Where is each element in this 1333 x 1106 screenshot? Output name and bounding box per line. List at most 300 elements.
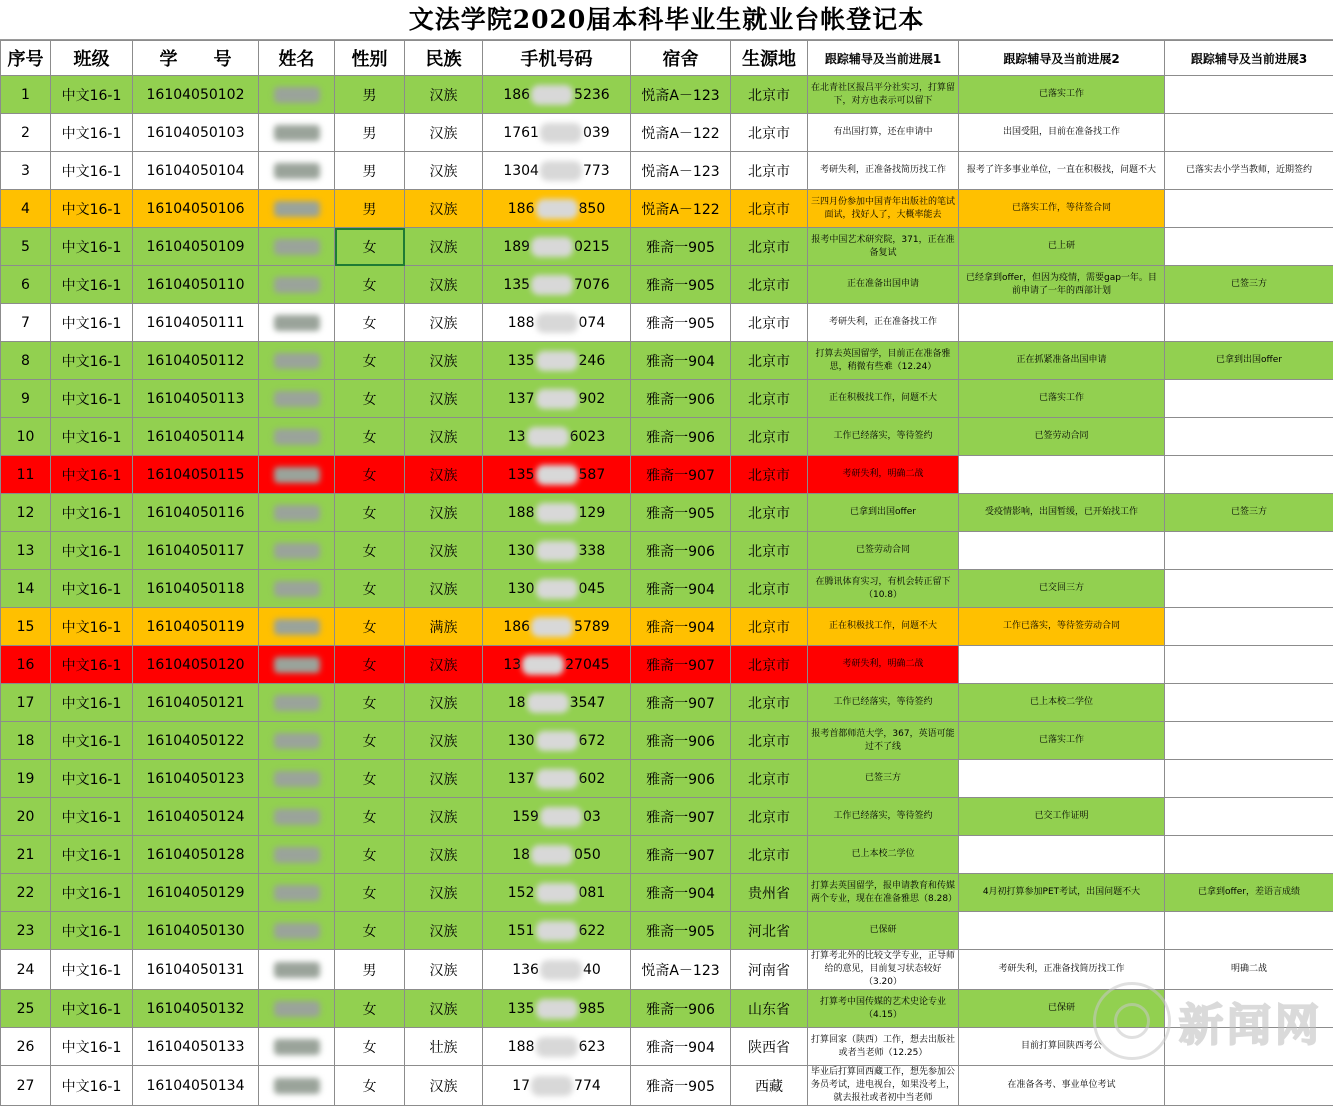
cell-student-id[interactable]: 16104050113 bbox=[133, 380, 259, 418]
cell-dorm[interactable]: 雅斋一904 bbox=[631, 570, 731, 608]
cell-progress-1[interactable]: 正在积极找工作，问题不大 bbox=[808, 380, 959, 418]
cell-progress-3[interactable] bbox=[1165, 228, 1333, 266]
cell-name-redacted[interactable] bbox=[259, 190, 335, 228]
header-index[interactable]: 序号 bbox=[1, 41, 51, 76]
cell-ethnicity[interactable]: 汉族 bbox=[405, 76, 483, 114]
cell-ethnicity[interactable]: 汉族 bbox=[405, 836, 483, 874]
cell-origin[interactable]: 北京市 bbox=[731, 836, 808, 874]
cell-student-id[interactable]: 16104050132 bbox=[133, 990, 259, 1028]
cell-origin[interactable]: 北京市 bbox=[731, 76, 808, 114]
cell-progress-3[interactable] bbox=[1165, 760, 1333, 798]
cell-progress-2[interactable]: 受疫情影响，出国暂缓，已开始找工作 bbox=[959, 494, 1165, 532]
cell-student-id[interactable]: 16104050120 bbox=[133, 646, 259, 684]
cell-index[interactable]: 21 bbox=[1, 836, 51, 874]
cell-gender[interactable]: 女 bbox=[335, 760, 405, 798]
cell-origin[interactable]: 北京市 bbox=[731, 228, 808, 266]
cell-origin[interactable]: 北京市 bbox=[731, 266, 808, 304]
cell-origin[interactable]: 北京市 bbox=[731, 380, 808, 418]
cell-student-id[interactable]: 16104050117 bbox=[133, 532, 259, 570]
cell-progress-1[interactable]: 考研失利，明确二战 bbox=[808, 456, 959, 494]
cell-name-redacted[interactable] bbox=[259, 380, 335, 418]
header-origin[interactable]: 生源地 bbox=[731, 41, 808, 76]
cell-progress-3[interactable] bbox=[1165, 532, 1333, 570]
cell-progress-2[interactable]: 正在抓紧准备出国申请 bbox=[959, 342, 1165, 380]
cell-dorm[interactable]: 雅斋一906 bbox=[631, 418, 731, 456]
cell-ethnicity[interactable]: 汉族 bbox=[405, 152, 483, 190]
cell-class[interactable]: 中文16-1 bbox=[51, 266, 133, 304]
cell-student-id[interactable]: 16104050134 bbox=[133, 1066, 259, 1106]
cell-gender[interactable]: 女 bbox=[335, 1066, 405, 1106]
cell-index[interactable]: 13 bbox=[1, 532, 51, 570]
cell-name-redacted[interactable] bbox=[259, 228, 335, 266]
cell-gender[interactable]: 女 bbox=[335, 608, 405, 646]
cell-phone[interactable] bbox=[483, 950, 631, 990]
cell-name-redacted[interactable] bbox=[259, 950, 335, 990]
cell-class[interactable]: 中文16-1 bbox=[51, 304, 133, 342]
cell-phone[interactable] bbox=[483, 418, 631, 456]
cell-gender[interactable]: 女 bbox=[335, 342, 405, 380]
cell-class[interactable]: 中文16-1 bbox=[51, 456, 133, 494]
cell-class[interactable]: 中文16-1 bbox=[51, 494, 133, 532]
cell-student-id[interactable]: 16104050116 bbox=[133, 494, 259, 532]
cell-origin[interactable]: 陕西省 bbox=[731, 1028, 808, 1066]
cell-dorm[interactable]: 悦斋A－123 bbox=[631, 76, 731, 114]
cell-name-redacted[interactable] bbox=[259, 304, 335, 342]
cell-progress-3[interactable] bbox=[1165, 1028, 1333, 1066]
cell-phone[interactable] bbox=[483, 76, 631, 114]
cell-student-id[interactable]: 16104050131 bbox=[133, 950, 259, 990]
cell-progress-2[interactable]: 4月初打算参加PET考试，出国问题不大 bbox=[959, 874, 1165, 912]
cell-class[interactable]: 中文16-1 bbox=[51, 760, 133, 798]
cell-origin[interactable]: 北京市 bbox=[731, 304, 808, 342]
cell-progress-1[interactable]: 工作已经落实，等待签约 bbox=[808, 418, 959, 456]
cell-student-id[interactable]: 16104050119 bbox=[133, 608, 259, 646]
header-name[interactable]: 姓名 bbox=[259, 41, 335, 76]
cell-index[interactable]: 8 bbox=[1, 342, 51, 380]
cell-gender[interactable]: 女 bbox=[335, 266, 405, 304]
cell-progress-1[interactable]: 毕业后打算回西藏工作，想先参加公务员考试，进电视台，如果没考上，就去报社或者初中当老师 bbox=[808, 1066, 959, 1106]
cell-name-redacted[interactable] bbox=[259, 456, 335, 494]
cell-origin[interactable]: 贵州省 bbox=[731, 874, 808, 912]
cell-index[interactable]: 5 bbox=[1, 228, 51, 266]
cell-student-id[interactable]: 16104050109 bbox=[133, 228, 259, 266]
cell-origin[interactable]: 北京市 bbox=[731, 684, 808, 722]
cell-index[interactable]: 24 bbox=[1, 950, 51, 990]
cell-progress-2[interactable]: 目前打算回陕西考公 bbox=[959, 1028, 1165, 1066]
cell-class[interactable]: 中文16-1 bbox=[51, 152, 133, 190]
cell-index[interactable]: 10 bbox=[1, 418, 51, 456]
cell-gender[interactable]: 女 bbox=[335, 912, 405, 950]
cell-dorm[interactable]: 雅斋一907 bbox=[631, 836, 731, 874]
cell-phone[interactable] bbox=[483, 912, 631, 950]
cell-index[interactable]: 26 bbox=[1, 1028, 51, 1066]
cell-dorm[interactable]: 雅斋一906 bbox=[631, 722, 731, 760]
cell-progress-2[interactable]: 已经拿到offer，但因为疫情，需要gap一年。目前申请了一年的西部计划 bbox=[959, 266, 1165, 304]
cell-gender[interactable]: 女 bbox=[335, 722, 405, 760]
cell-progress-1[interactable]: 正在准备出国申请 bbox=[808, 266, 959, 304]
cell-ethnicity[interactable]: 汉族 bbox=[405, 798, 483, 836]
header-phone[interactable]: 手机号码 bbox=[483, 41, 631, 76]
cell-progress-2[interactable]: 已落实工作，等待签合同 bbox=[959, 190, 1165, 228]
cell-progress-1[interactable]: 打算考中国传媒的艺术史论专业（4.15） bbox=[808, 990, 959, 1028]
cell-progress-3[interactable] bbox=[1165, 304, 1333, 342]
cell-progress-3[interactable] bbox=[1165, 190, 1333, 228]
cell-phone[interactable] bbox=[483, 570, 631, 608]
cell-progress-1[interactable]: 在北青社区报吕平分社实习，打算留下，对方也表示可以留下 bbox=[808, 76, 959, 114]
cell-gender[interactable]: 女 bbox=[335, 1028, 405, 1066]
cell-dorm[interactable]: 悦斋A－122 bbox=[631, 114, 731, 152]
cell-origin[interactable]: 北京市 bbox=[731, 418, 808, 456]
cell-index[interactable]: 2 bbox=[1, 114, 51, 152]
cell-index[interactable]: 1 bbox=[1, 76, 51, 114]
cell-name-redacted[interactable] bbox=[259, 798, 335, 836]
cell-progress-1[interactable]: 已拿到出国offer bbox=[808, 494, 959, 532]
cell-ethnicity[interactable]: 汉族 bbox=[405, 722, 483, 760]
cell-progress-1[interactable]: 报考中国艺术研究院，371，正在准备复试 bbox=[808, 228, 959, 266]
cell-progress-1[interactable]: 已签三方 bbox=[808, 760, 959, 798]
cell-gender[interactable]: 女 bbox=[335, 836, 405, 874]
cell-origin[interactable]: 北京市 bbox=[731, 494, 808, 532]
cell-progress-2[interactable]: 出国受阻，目前在准备找工作 bbox=[959, 114, 1165, 152]
cell-gender[interactable]: 男 bbox=[335, 114, 405, 152]
cell-gender[interactable]: 女 bbox=[335, 570, 405, 608]
cell-index[interactable]: 18 bbox=[1, 722, 51, 760]
cell-gender[interactable]: 女 bbox=[335, 684, 405, 722]
cell-progress-2[interactable] bbox=[959, 760, 1165, 798]
cell-origin[interactable]: 北京市 bbox=[731, 456, 808, 494]
cell-gender[interactable]: 女 bbox=[335, 304, 405, 342]
cell-phone[interactable] bbox=[483, 608, 631, 646]
cell-name-redacted[interactable] bbox=[259, 684, 335, 722]
cell-phone[interactable] bbox=[483, 380, 631, 418]
cell-ethnicity[interactable]: 汉族 bbox=[405, 570, 483, 608]
cell-dorm[interactable]: 雅斋一904 bbox=[631, 1028, 731, 1066]
cell-student-id[interactable]: 16104050122 bbox=[133, 722, 259, 760]
cell-student-id[interactable]: 16104050124 bbox=[133, 798, 259, 836]
cell-class[interactable]: 中文16-1 bbox=[51, 76, 133, 114]
cell-class[interactable]: 中文16-1 bbox=[51, 570, 133, 608]
cell-phone[interactable] bbox=[483, 1066, 631, 1106]
header-class[interactable]: 班级 bbox=[51, 41, 133, 76]
cell-progress-3[interactable] bbox=[1165, 990, 1333, 1028]
cell-class[interactable]: 中文16-1 bbox=[51, 684, 133, 722]
cell-index[interactable]: 16 bbox=[1, 646, 51, 684]
cell-name-redacted[interactable] bbox=[259, 874, 335, 912]
cell-index[interactable]: 23 bbox=[1, 912, 51, 950]
cell-dorm[interactable]: 雅斋一907 bbox=[631, 646, 731, 684]
cell-name-redacted[interactable] bbox=[259, 342, 335, 380]
cell-origin[interactable]: 北京市 bbox=[731, 722, 808, 760]
cell-dorm[interactable]: 雅斋一906 bbox=[631, 990, 731, 1028]
cell-ethnicity[interactable]: 汉族 bbox=[405, 342, 483, 380]
cell-ethnicity[interactable]: 汉族 bbox=[405, 760, 483, 798]
cell-progress-2[interactable]: 已交回三方 bbox=[959, 570, 1165, 608]
cell-class[interactable]: 中文16-1 bbox=[51, 114, 133, 152]
cell-gender[interactable]: 女 bbox=[335, 494, 405, 532]
cell-dorm[interactable]: 雅斋一905 bbox=[631, 494, 731, 532]
cell-progress-1[interactable]: 正在积极找工作，问题不大 bbox=[808, 608, 959, 646]
cell-student-id[interactable]: 16104050106 bbox=[133, 190, 259, 228]
cell-class[interactable]: 中文16-1 bbox=[51, 608, 133, 646]
cell-name-redacted[interactable] bbox=[259, 266, 335, 304]
cell-student-id[interactable]: 16104050121 bbox=[133, 684, 259, 722]
cell-origin[interactable]: 西藏 bbox=[731, 1066, 808, 1106]
cell-progress-3[interactable] bbox=[1165, 722, 1333, 760]
cell-origin[interactable]: 北京市 bbox=[731, 152, 808, 190]
cell-index[interactable]: 3 bbox=[1, 152, 51, 190]
cell-progress-1[interactable]: 报考首都师范大学，367，英语可能过不了线 bbox=[808, 722, 959, 760]
cell-gender[interactable]: 女 bbox=[335, 646, 405, 684]
cell-name-redacted[interactable] bbox=[259, 418, 335, 456]
cell-phone[interactable] bbox=[483, 836, 631, 874]
cell-gender[interactable]: 女 bbox=[335, 532, 405, 570]
cell-origin[interactable]: 北京市 bbox=[731, 570, 808, 608]
cell-gender[interactable]: 女 bbox=[335, 380, 405, 418]
cell-gender[interactable]: 男 bbox=[335, 950, 405, 990]
cell-gender[interactable]: 女 bbox=[335, 874, 405, 912]
cell-progress-2[interactable]: 在准备各考、事业单位考试 bbox=[959, 1066, 1165, 1106]
cell-name-redacted[interactable] bbox=[259, 646, 335, 684]
cell-phone[interactable] bbox=[483, 684, 631, 722]
cell-dorm[interactable]: 悦斋A－123 bbox=[631, 152, 731, 190]
cell-progress-2[interactable]: 已落实工作 bbox=[959, 722, 1165, 760]
cell-origin[interactable]: 北京市 bbox=[731, 760, 808, 798]
cell-progress-2[interactable] bbox=[959, 836, 1165, 874]
cell-progress-3[interactable] bbox=[1165, 1066, 1333, 1106]
cell-origin[interactable]: 北京市 bbox=[731, 114, 808, 152]
cell-class[interactable]: 中文16-1 bbox=[51, 418, 133, 456]
cell-gender[interactable]: 女 bbox=[335, 798, 405, 836]
cell-progress-2[interactable] bbox=[959, 646, 1165, 684]
cell-dorm[interactable]: 雅斋一905 bbox=[631, 1066, 731, 1106]
cell-class[interactable]: 中文16-1 bbox=[51, 950, 133, 990]
cell-ethnicity[interactable]: 汉族 bbox=[405, 532, 483, 570]
cell-index[interactable]: 20 bbox=[1, 798, 51, 836]
cell-dorm[interactable]: 雅斋一906 bbox=[631, 380, 731, 418]
cell-name-redacted[interactable] bbox=[259, 76, 335, 114]
cell-progress-3[interactable] bbox=[1165, 76, 1333, 114]
cell-index[interactable]: 15 bbox=[1, 608, 51, 646]
cell-index[interactable]: 4 bbox=[1, 190, 51, 228]
cell-progress-3[interactable]: 明确二战 bbox=[1165, 950, 1333, 990]
cell-student-id[interactable]: 16104050129 bbox=[133, 874, 259, 912]
cell-gender[interactable]: 女 bbox=[335, 456, 405, 494]
cell-progress-3[interactable] bbox=[1165, 456, 1333, 494]
cell-progress-1[interactable]: 考研失利，明确二战 bbox=[808, 646, 959, 684]
cell-progress-2[interactable]: 已上研 bbox=[959, 228, 1165, 266]
cell-ethnicity[interactable]: 汉族 bbox=[405, 456, 483, 494]
cell-progress-3[interactable] bbox=[1165, 608, 1333, 646]
cell-origin[interactable]: 山东省 bbox=[731, 990, 808, 1028]
cell-dorm[interactable]: 雅斋一905 bbox=[631, 228, 731, 266]
cell-name-redacted[interactable] bbox=[259, 114, 335, 152]
cell-progress-1[interactable]: 已上本校二学位 bbox=[808, 836, 959, 874]
cell-index[interactable]: 12 bbox=[1, 494, 51, 532]
cell-phone[interactable] bbox=[483, 990, 631, 1028]
cell-index[interactable]: 14 bbox=[1, 570, 51, 608]
cell-progress-1[interactable]: 工作已经落实，等待签约 bbox=[808, 798, 959, 836]
cell-ethnicity[interactable]: 汉族 bbox=[405, 494, 483, 532]
cell-progress-3[interactable] bbox=[1165, 798, 1333, 836]
cell-progress-2[interactable]: 已落实工作 bbox=[959, 380, 1165, 418]
cell-name-redacted[interactable] bbox=[259, 1066, 335, 1106]
cell-progress-3[interactable]: 已签三方 bbox=[1165, 266, 1333, 304]
cell-student-id[interactable]: 16104050102 bbox=[133, 76, 259, 114]
cell-ethnicity[interactable]: 汉族 bbox=[405, 190, 483, 228]
cell-gender[interactable]: 男 bbox=[335, 190, 405, 228]
cell-class[interactable]: 中文16-1 bbox=[51, 532, 133, 570]
cell-dorm[interactable]: 雅斋一905 bbox=[631, 266, 731, 304]
cell-phone[interactable] bbox=[483, 532, 631, 570]
cell-progress-3[interactable] bbox=[1165, 418, 1333, 456]
cell-progress-3[interactable]: 已签三方 bbox=[1165, 494, 1333, 532]
cell-index[interactable]: 25 bbox=[1, 990, 51, 1028]
cell-student-id[interactable]: 16104050114 bbox=[133, 418, 259, 456]
cell-progress-1[interactable]: 考研失利，正在准备找工作 bbox=[808, 304, 959, 342]
cell-ethnicity[interactable]: 汉族 bbox=[405, 228, 483, 266]
cell-origin[interactable]: 河南省 bbox=[731, 950, 808, 990]
cell-class[interactable]: 中文16-1 bbox=[51, 836, 133, 874]
cell-name-redacted[interactable] bbox=[259, 836, 335, 874]
cell-progress-2[interactable]: 已保研 bbox=[959, 990, 1165, 1028]
cell-gender[interactable]: 女 bbox=[335, 990, 405, 1028]
cell-ethnicity[interactable]: 汉族 bbox=[405, 950, 483, 990]
cell-class[interactable]: 中文16-1 bbox=[51, 646, 133, 684]
cell-progress-3[interactable]: 已拿到offer，差语言成绩 bbox=[1165, 874, 1333, 912]
cell-progress-2[interactable] bbox=[959, 912, 1165, 950]
header-ethnicity[interactable]: 民族 bbox=[405, 41, 483, 76]
cell-origin[interactable]: 北京市 bbox=[731, 190, 808, 228]
cell-index[interactable]: 19 bbox=[1, 760, 51, 798]
cell-progress-2[interactable]: 考研失利，正准备找简历找工作 bbox=[959, 950, 1165, 990]
cell-progress-1[interactable]: 有出国打算，还在申请中 bbox=[808, 114, 959, 152]
cell-name-redacted[interactable] bbox=[259, 152, 335, 190]
cell-phone[interactable] bbox=[483, 342, 631, 380]
cell-index[interactable]: 6 bbox=[1, 266, 51, 304]
cell-student-id[interactable]: 16104050128 bbox=[133, 836, 259, 874]
cell-name-redacted[interactable] bbox=[259, 532, 335, 570]
cell-student-id[interactable]: 16104050110 bbox=[133, 266, 259, 304]
cell-dorm[interactable]: 雅斋一907 bbox=[631, 684, 731, 722]
cell-class[interactable]: 中文16-1 bbox=[51, 1028, 133, 1066]
cell-class[interactable]: 中文16-1 bbox=[51, 798, 133, 836]
cell-index[interactable]: 7 bbox=[1, 304, 51, 342]
header-student-id[interactable]: 学 号 bbox=[133, 41, 259, 76]
cell-class[interactable]: 中文16-1 bbox=[51, 912, 133, 950]
cell-progress-2[interactable] bbox=[959, 532, 1165, 570]
cell-origin[interactable]: 河北省 bbox=[731, 912, 808, 950]
cell-student-id[interactable]: 16104050103 bbox=[133, 114, 259, 152]
cell-dorm[interactable]: 雅斋一905 bbox=[631, 304, 731, 342]
cell-ethnicity[interactable]: 汉族 bbox=[405, 874, 483, 912]
cell-phone[interactable] bbox=[483, 456, 631, 494]
cell-ethnicity[interactable]: 满族 bbox=[405, 608, 483, 646]
cell-index[interactable]: 27 bbox=[1, 1066, 51, 1106]
cell-progress-1[interactable]: 打算考北外的比较文学专业，正导师给的意见，目前复习状态较好（3.20） bbox=[808, 950, 959, 990]
cell-progress-1[interactable]: 三四月份参加中国青年出版社的笔试面试，找好人了，大概率能去 bbox=[808, 190, 959, 228]
cell-class[interactable]: 中文16-1 bbox=[51, 990, 133, 1028]
cell-phone[interactable] bbox=[483, 152, 631, 190]
cell-index[interactable]: 17 bbox=[1, 684, 51, 722]
cell-name-redacted[interactable] bbox=[259, 494, 335, 532]
cell-progress-3[interactable] bbox=[1165, 836, 1333, 874]
cell-progress-3[interactable] bbox=[1165, 380, 1333, 418]
cell-ethnicity[interactable]: 汉族 bbox=[405, 646, 483, 684]
cell-phone[interactable] bbox=[483, 304, 631, 342]
cell-name-redacted[interactable] bbox=[259, 1028, 335, 1066]
cell-student-id[interactable]: 16104050104 bbox=[133, 152, 259, 190]
cell-progress-1[interactable]: 在腾讯体育实习，有机会转正留下（10.8） bbox=[808, 570, 959, 608]
cell-class[interactable]: 中文16-1 bbox=[51, 190, 133, 228]
cell-ethnicity[interactable]: 汉族 bbox=[405, 304, 483, 342]
cell-dorm[interactable]: 雅斋一905 bbox=[631, 912, 731, 950]
cell-phone[interactable] bbox=[483, 760, 631, 798]
cell-origin[interactable]: 北京市 bbox=[731, 798, 808, 836]
cell-class[interactable]: 中文16-1 bbox=[51, 342, 133, 380]
cell-student-id[interactable]: 16104050111 bbox=[133, 304, 259, 342]
cell-student-id[interactable]: 16104050112 bbox=[133, 342, 259, 380]
cell-class[interactable]: 中文16-1 bbox=[51, 874, 133, 912]
cell-phone[interactable] bbox=[483, 190, 631, 228]
cell-progress-3[interactable] bbox=[1165, 912, 1333, 950]
cell-progress-2[interactable]: 工作已落实，等待签劳动合同 bbox=[959, 608, 1165, 646]
cell-progress-2[interactable]: 报考了许多事业单位，一直在积极找，问题不大 bbox=[959, 152, 1165, 190]
cell-dorm[interactable]: 雅斋一907 bbox=[631, 456, 731, 494]
cell-gender[interactable]: 男 bbox=[335, 152, 405, 190]
cell-ethnicity[interactable]: 汉族 bbox=[405, 1066, 483, 1106]
cell-progress-3[interactable] bbox=[1165, 114, 1333, 152]
cell-progress-3[interactable] bbox=[1165, 684, 1333, 722]
cell-index[interactable]: 9 bbox=[1, 380, 51, 418]
cell-student-id[interactable]: 16104050118 bbox=[133, 570, 259, 608]
cell-gender[interactable]: 女 bbox=[335, 418, 405, 456]
cell-progress-1[interactable]: 已保研 bbox=[808, 912, 959, 950]
cell-ethnicity[interactable]: 汉族 bbox=[405, 912, 483, 950]
cell-dorm[interactable]: 雅斋一904 bbox=[631, 342, 731, 380]
cell-progress-2[interactable]: 已签劳动合同 bbox=[959, 418, 1165, 456]
cell-phone[interactable] bbox=[483, 798, 631, 836]
cell-dorm[interactable]: 雅斋一907 bbox=[631, 798, 731, 836]
cell-progress-1[interactable]: 打算去英国留学，目前正在准备雅思，稍微有些难（12.24） bbox=[808, 342, 959, 380]
cell-student-id[interactable]: 16104050130 bbox=[133, 912, 259, 950]
cell-progress-2[interactable]: 已上本校二学位 bbox=[959, 684, 1165, 722]
cell-dorm[interactable]: 悦斋A－123 bbox=[631, 950, 731, 990]
cell-progress-1[interactable]: 打算回家（陕西）工作，想去出版社或者当老师（12.25） bbox=[808, 1028, 959, 1066]
cell-phone[interactable] bbox=[483, 228, 631, 266]
cell-origin[interactable]: 北京市 bbox=[731, 342, 808, 380]
cell-progress-3[interactable]: 已拿到出国offer bbox=[1165, 342, 1333, 380]
header-progress-3[interactable]: 跟踪辅导及当前进展3 bbox=[1165, 41, 1333, 76]
cell-dorm[interactable]: 悦斋A－122 bbox=[631, 190, 731, 228]
cell-progress-1[interactable]: 打算去英国留学，报申请教育和传媒两个专业，现在在准备雅思（8.28） bbox=[808, 874, 959, 912]
header-dorm[interactable]: 宿舍 bbox=[631, 41, 731, 76]
cell-dorm[interactable]: 雅斋一906 bbox=[631, 532, 731, 570]
cell-phone[interactable] bbox=[483, 722, 631, 760]
cell-progress-2[interactable] bbox=[959, 456, 1165, 494]
cell-ethnicity[interactable]: 汉族 bbox=[405, 114, 483, 152]
cell-ethnicity[interactable]: 汉族 bbox=[405, 990, 483, 1028]
cell-phone[interactable] bbox=[483, 114, 631, 152]
cell-class[interactable]: 中文16-1 bbox=[51, 1066, 133, 1106]
cell-name-redacted[interactable] bbox=[259, 608, 335, 646]
cell-progress-2[interactable] bbox=[959, 304, 1165, 342]
cell-ethnicity[interactable]: 汉族 bbox=[405, 380, 483, 418]
cell-name-redacted[interactable] bbox=[259, 570, 335, 608]
cell-phone[interactable] bbox=[483, 646, 631, 684]
cell-phone[interactable] bbox=[483, 494, 631, 532]
cell-progress-3[interactable] bbox=[1165, 570, 1333, 608]
cell-gender[interactable]: 男 bbox=[335, 76, 405, 114]
